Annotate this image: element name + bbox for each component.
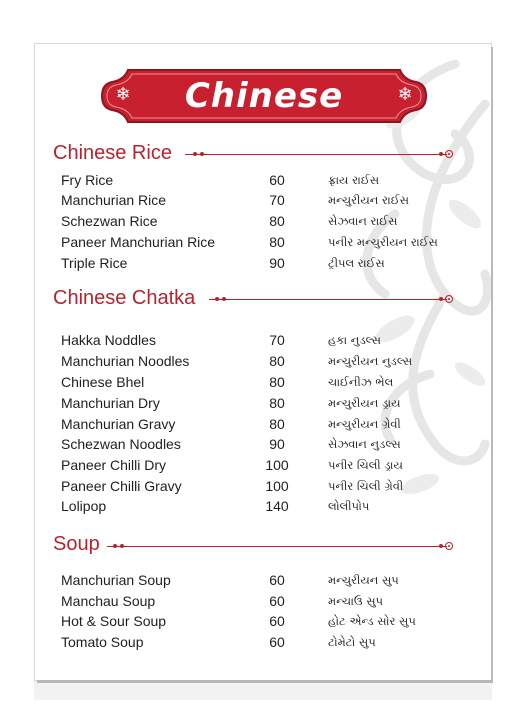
divider-dot bbox=[439, 152, 443, 156]
menu-item bbox=[35, 632, 491, 652]
item-name-gujarati: હકા નુડલ્સ bbox=[328, 333, 381, 347]
menu-item bbox=[35, 570, 491, 590]
divider-dot bbox=[222, 297, 226, 301]
page-title: Chinese bbox=[184, 76, 344, 116]
snowflake-icon-left: ❄ bbox=[115, 84, 131, 105]
menu-item bbox=[35, 496, 491, 516]
item-name-gujarati: ફ્રાય રાઈસ bbox=[328, 173, 380, 187]
top-margin bbox=[0, 0, 518, 44]
item-price: 80 bbox=[269, 395, 285, 411]
divider-end-ornament bbox=[445, 542, 453, 550]
bottom-margin bbox=[0, 700, 518, 720]
item-name: Manchurian Gravy bbox=[61, 416, 176, 432]
item-price: 90 bbox=[269, 255, 285, 271]
item-name-gujarati: ટ્રીપલ રાઈસ bbox=[328, 256, 385, 270]
item-name-gujarati: લોલીપોપ bbox=[328, 499, 370, 513]
menu-item bbox=[35, 393, 491, 413]
divider-dot bbox=[200, 152, 204, 156]
item-name: Manchurian Noodles bbox=[61, 353, 190, 369]
item-name: Schezwan Noodles bbox=[61, 436, 181, 452]
item-name: Triple Rice bbox=[61, 255, 128, 271]
menu-item bbox=[35, 372, 491, 392]
item-name-gujarati: પનીર ચિલી ગ્રેવી bbox=[328, 479, 404, 493]
section-divider-line bbox=[107, 546, 447, 547]
item-name: Paneer Chilli Dry bbox=[61, 457, 167, 473]
menu-item bbox=[35, 330, 491, 350]
item-price: 90 bbox=[269, 436, 285, 452]
section-divider-line bbox=[209, 299, 447, 300]
item-price: 70 bbox=[269, 192, 285, 208]
left-margin bbox=[0, 0, 34, 720]
item-name-gujarati: મન્ચાઉ સુપ bbox=[328, 594, 384, 608]
item-name: Chinese Bhel bbox=[61, 374, 145, 390]
menu-item bbox=[35, 211, 491, 231]
menu-item bbox=[35, 455, 491, 475]
divider-dot bbox=[439, 297, 443, 301]
item-name-gujarati: પનીર મન્ચુરીયન રાઈસ bbox=[328, 235, 438, 249]
menu-item bbox=[35, 476, 491, 496]
item-price: 80 bbox=[269, 374, 285, 390]
item-name: Fry Rice bbox=[61, 172, 114, 188]
snowflake-icon-right: ❄ bbox=[397, 84, 413, 105]
menu-page bbox=[35, 44, 491, 680]
menu-item bbox=[35, 253, 491, 273]
item-name-gujarati: મન્ચુરીયન નુડલ્સ bbox=[328, 354, 413, 368]
section-divider-line bbox=[185, 154, 447, 155]
menu-item bbox=[35, 414, 491, 434]
divider-dot bbox=[215, 297, 219, 301]
menu-item bbox=[35, 611, 491, 631]
divider-dot bbox=[120, 544, 124, 548]
item-price: 60 bbox=[269, 572, 285, 588]
title-banner bbox=[98, 66, 430, 126]
item-price: 60 bbox=[269, 593, 285, 609]
item-name-gujarati: પનીર ચિલી ડ્રાય bbox=[328, 458, 403, 472]
item-price: 70 bbox=[269, 332, 285, 348]
item-name-gujarati: મન્ચુરીયન રાઈસ bbox=[328, 193, 409, 207]
item-name-gujarati: હોટ એન્ડ સોર સુપ bbox=[328, 614, 416, 628]
item-name: Manchurian Rice bbox=[61, 192, 167, 208]
menu-item bbox=[35, 351, 491, 371]
item-name-gujarati: મન્ચુરીયન ડ્રાય bbox=[328, 396, 401, 410]
item-price: 100 bbox=[265, 457, 289, 473]
item-price: 60 bbox=[269, 634, 285, 650]
item-name: Manchau Soup bbox=[61, 593, 156, 609]
menu-item bbox=[35, 591, 491, 611]
item-name-gujarati: મન્ચુરીયન ગ્રેવી bbox=[328, 417, 401, 431]
item-name-gujarati: મન્ચુરીયન સુપ bbox=[328, 573, 399, 587]
item-name: Paneer Chilli Gravy bbox=[61, 478, 182, 494]
item-name: Paneer Manchurian Rice bbox=[61, 234, 216, 250]
item-price: 60 bbox=[269, 172, 285, 188]
menu-item bbox=[35, 434, 491, 454]
item-name: Schezwan Rice bbox=[61, 213, 158, 229]
item-price: 80 bbox=[269, 416, 285, 432]
item-name: Manchurian Dry bbox=[61, 395, 160, 411]
divider-dot bbox=[193, 152, 197, 156]
item-name: Lolipop bbox=[61, 498, 107, 514]
item-price: 80 bbox=[269, 213, 285, 229]
menu-item bbox=[35, 232, 491, 252]
menu-item bbox=[35, 170, 491, 190]
item-price: 80 bbox=[269, 353, 285, 369]
item-name: Hakka Noddles bbox=[61, 332, 156, 348]
divider-dot bbox=[439, 544, 443, 548]
section-title: Chinese Chatka bbox=[53, 286, 199, 310]
item-price: 140 bbox=[265, 498, 289, 514]
item-name-gujarati: ટોમેટો સુપ bbox=[328, 635, 376, 649]
right-margin bbox=[492, 0, 518, 720]
item-name-gujarati: ચાઈનીઝ ભેલ bbox=[328, 375, 394, 389]
item-price: 60 bbox=[269, 613, 285, 629]
section-title: Soup bbox=[53, 532, 104, 556]
divider-end-ornament bbox=[445, 150, 453, 158]
section-title: Chinese Rice bbox=[53, 141, 176, 165]
menu-item bbox=[35, 190, 491, 210]
item-price: 100 bbox=[265, 478, 289, 494]
divider-end-ornament bbox=[445, 295, 453, 303]
item-name: Hot & Sour Soup bbox=[61, 613, 167, 629]
item-name: Manchurian Soup bbox=[61, 572, 171, 588]
item-name-gujarati: સેઝવાન નુડલ્સ bbox=[328, 437, 401, 451]
divider-dot bbox=[113, 544, 117, 548]
item-name-gujarati: સેઝવાન રાઈસ bbox=[328, 214, 398, 228]
item-name: Tomato Soup bbox=[61, 634, 144, 650]
item-price: 80 bbox=[269, 234, 285, 250]
